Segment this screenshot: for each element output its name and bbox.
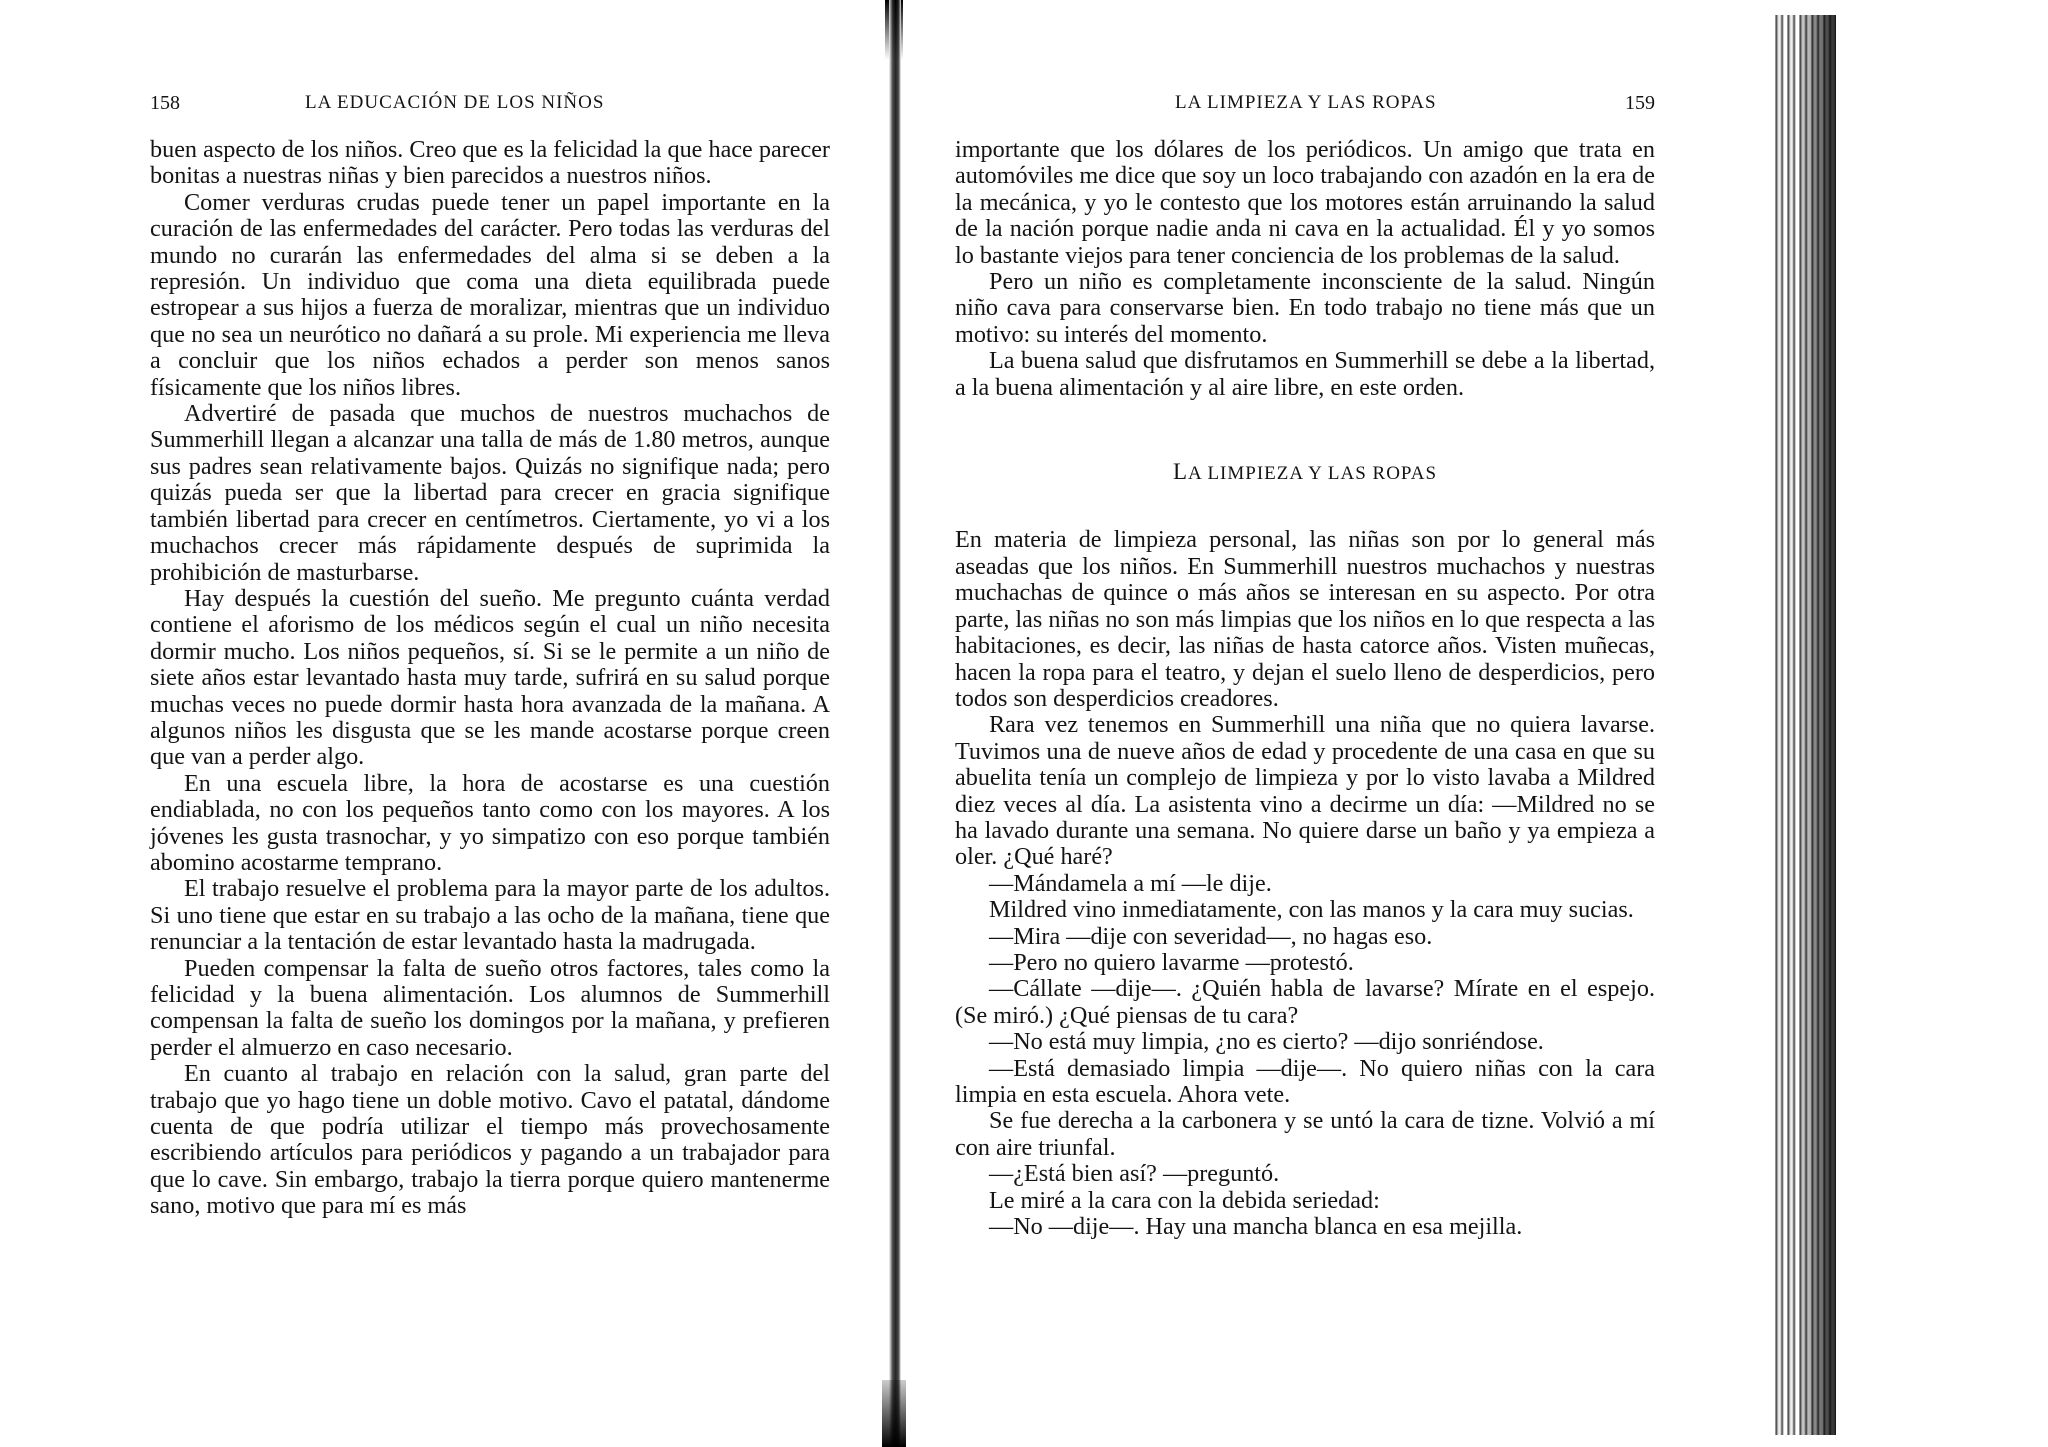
right-running-head xyxy=(955,92,1655,122)
left-running-title: LA EDUCACIÓN DE LOS NIÑOS xyxy=(305,92,605,113)
dialogue-line: —Mándamela a mí —le dije. xyxy=(989,869,1272,897)
paragraph: Pero un niño es completamente inconsciente de la salud. Ningún niño cava para conservarse bien. En todo trabajo no tiene más que un motivo: su interés del momento. xyxy=(955,268,1655,348)
right-page xyxy=(955,0,1655,1447)
right-page-number: 159 xyxy=(1625,92,1655,114)
paragraph: Hay después la cuestión del sueño. Me pregunto cuánta verdad contiene el aforismo de los médicos según el cual un niño necesita dormir mucho. Los niños pequeños, sí. Si se le permite a un niño de siete años estar levantado hasta muy tarde, sufrirá en su salud porque muchas veces no puede dormir hasta hora avanzada de la mañana. A algunos niños les disgusta que se les mande acostarse porque creen que van a perder algo. xyxy=(150,584,830,771)
paragraph: Comer verduras crudas puede tener un papel importante en la curación de las enfermedades del carácter. Pero todas las verduras del mundo no curarán las enfermedades del alma si se deben a la represión. Un individuo que coma una dieta equilibrada puede estropear a sus hijos a fuerza de moralizar, mientras que un individuo que no sea un neurótico no dañará a su prole. Mi experiencia me lleva a concluir que los niños echados a perder son menos sanos físicamente que los niños libres. xyxy=(150,188,830,401)
paragraph: Rara vez tenemos en Summerhill una niña que no quiera lavarse. Tuvimos una de nueve años de edad y procedente de una casa en que su abuelita tenía un complejo de limpieza y por lo visto lavaba a Mildred diez veces al día. La asistenta vino a decirme un día: —Mildred no se ha lavado durante una semana. No quiere darse un baño y ya empieza a oler. ¿Qué haré? xyxy=(955,711,1655,871)
paragraph: Le miré a la cara con la debida seriedad: xyxy=(989,1186,1380,1214)
dialogue-line: —¿Está bien así? —preguntó. xyxy=(989,1160,1280,1188)
paragraph: En materia de limpieza personal, las niñas son por lo general más aseadas que los niños. En Summerhill nuestros muchachos y nuestras muchachas de quince o más años se interesan en su aspecto. Por otra parte, las niñas no son más limpias que los niños en lo que respecta a las habitaciones, es decir, las niñas de hasta catorce años. Visten muñecas, hacen la ropa para el teatro, y dejan el suelo lleno de desperdicios, pero todos son desperdicios creadores. xyxy=(955,526,1655,712)
section-heading-text: A LIMPIEZA Y LAS ROPAS xyxy=(1188,463,1438,485)
paragraph: En cuanto al trabajo en relación con la salud, gran parte del trabajo que yo hago tiene un doble motivo. Cavo el patatal, dándome cuenta de que podría utilizar el tiempo más provechosamente escribiendo artículos para periódicos y pagando a un trabajador para que lo cave. Sin embargo, trabajo la tierra porque quiero mantenerme sano, motivo que para mí es más xyxy=(150,1060,830,1220)
dialogue-line: —No —dije—. Hay una mancha blanca en esa mejilla. xyxy=(989,1213,1523,1241)
paragraph: Pueden compensar la falta de sueño otros factores, tales como la felicidad y la buena alimentación. Los alumnos de Summerhill compensan la falta de sueño los domingos por la mañana, y prefieren perder el almuerzo en caso necesario. xyxy=(150,954,830,1061)
section-heading-initial: L xyxy=(1172,459,1189,485)
right-running-title: LA LIMPIEZA Y LAS ROPAS xyxy=(1175,92,1437,113)
paragraph: La buena salud que disfrutamos en Summerhill se debe a la libertad, a la buena alimentación y al aire libre, en este orden. xyxy=(955,347,1655,401)
paragraph: Se fue derecha a la carbonera y se untó la cara de tizne. Volvió a mí con aire triunfal. xyxy=(955,1107,1655,1161)
page-edges-shade xyxy=(1800,15,1836,1435)
dialogue-line: —Cállate —dije—. ¿Quién habla de lavarse? Mírate en el espejo. (Se miró.) ¿Qué piensas de tu cara? xyxy=(955,975,1655,1029)
paragraph: En una escuela libre, la hora de acostarse es una cuestión endiablada, no con los pequeños tanto como con los mayores. A los jóvenes les gusta trasnochar, y yo simpatizo con eso porque también abomino acostarme temprano. xyxy=(150,769,830,876)
left-page-number: 158 xyxy=(150,92,180,114)
gutter-shadow-bottom xyxy=(882,1380,906,1447)
dialogue-line: —No está muy limpia, ¿no es cierto? —dijo sonriéndose. xyxy=(989,1028,1544,1056)
left-running-head xyxy=(150,92,830,122)
left-page xyxy=(150,0,830,1447)
paragraph: Advertiré de pasada que muchos de nuestros muchachos de Summerhill llegan a alcanzar una talla de más de 1.80 metros, aunque sus padres sean relativamente bajos. Quizás no signifique nada; pero quizás pueda ser que la libertad para crecer en gracia signifique también libertad para crecer en centímetros. Ciertamente, yo vi a los muchachos crecer más rápidamente después de suprimida la prohibición de masturbarse. xyxy=(150,400,830,586)
paragraph: buen aspecto de los niños. Creo que es la felicidad la que hace parecer bonitas a nuestras niñas y bien parecidos a nuestros niños. xyxy=(150,136,830,190)
book-gutter xyxy=(889,0,901,1447)
dialogue-line: —Está demasiado limpia —dije—. No quiero niñas con la cara limpia en esta escuela. Ahora vete. xyxy=(955,1054,1655,1108)
dialogue-line: —Pero no quiero lavarme —protestó. xyxy=(989,948,1354,976)
section-heading xyxy=(955,459,1655,487)
dialogue-line: —Mira —dije con severidad—, no hagas eso. xyxy=(989,922,1433,950)
right-body-text xyxy=(955,137,1655,1240)
paragraph: importante que los dólares de los periódicos. Un amigo que trata en automóviles me dice que soy un loco trabajando con azadón en la era de la mecánica, y yo le contesto que los motores están arruinando la salud de la nación porque nadie anda ni cava en la actualidad. Él y yo somos lo bastante viejos para tener conciencia de los problemas de la salud. xyxy=(955,136,1655,269)
left-body-text xyxy=(150,137,830,1220)
paragraph: El trabajo resuelve el problema para la mayor parte de los adultos. Si uno tiene que estar en su trabajo a las ocho de la mañana, tiene que renunciar a la tentación de estar levantado hasta la madrugada. xyxy=(150,875,830,956)
paragraph: Mildred vino inmediatamente, con las manos y la cara muy sucias. xyxy=(989,896,1634,924)
